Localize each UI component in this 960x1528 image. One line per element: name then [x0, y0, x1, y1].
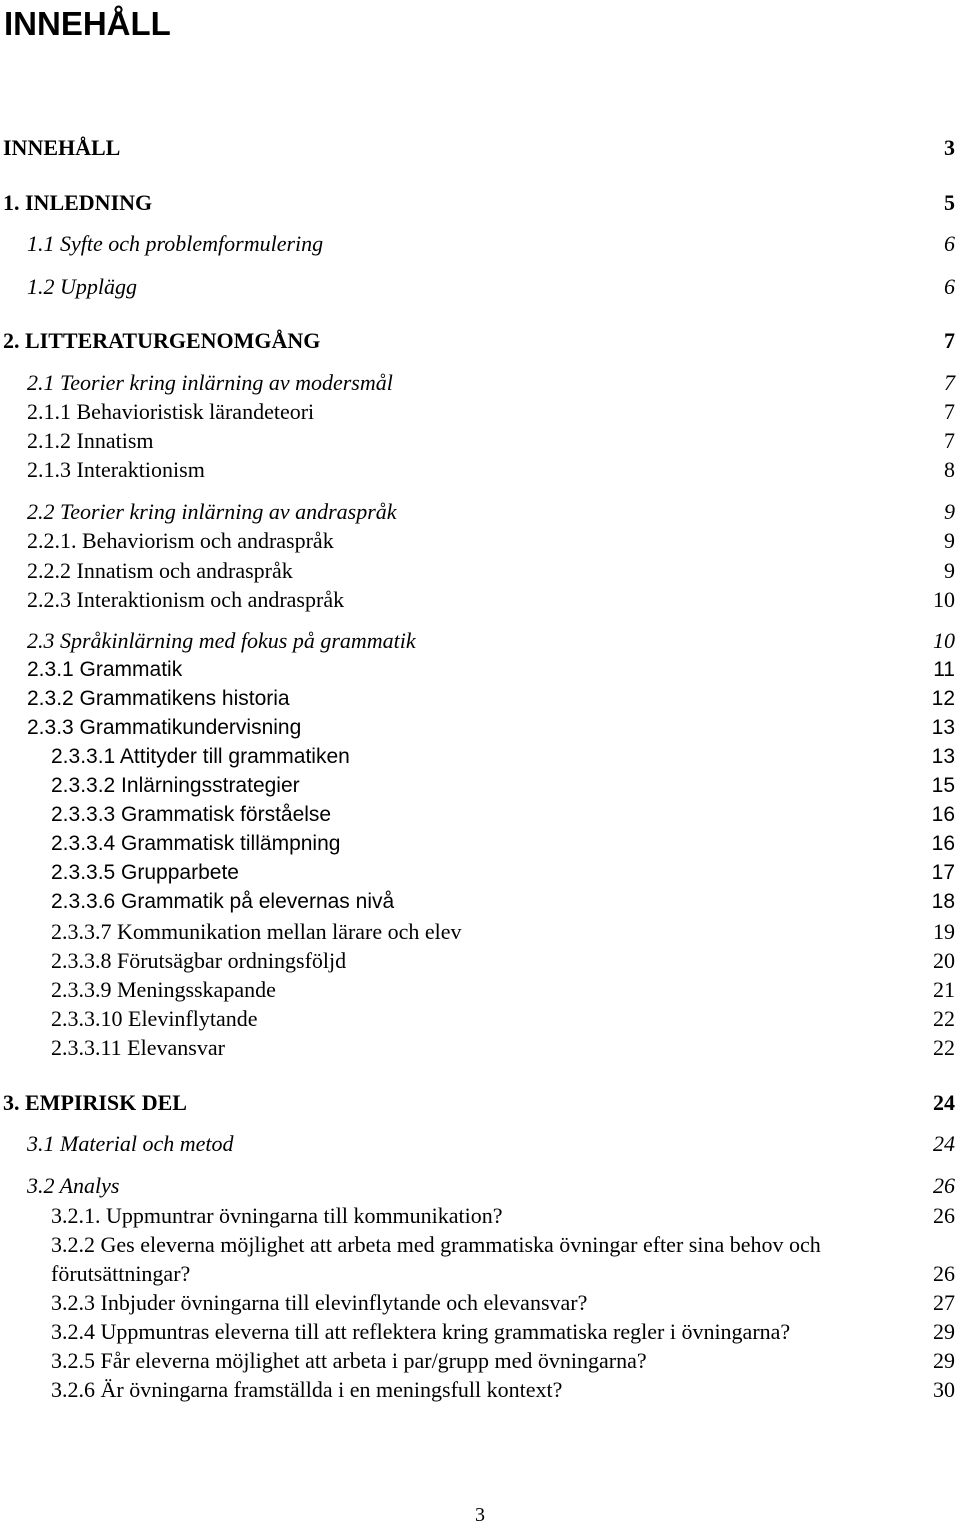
toc-entry-page: 12 [931, 687, 955, 710]
toc-entry-page: 24 [933, 1131, 955, 1156]
toc-entry[interactable] [0, 713, 960, 743]
toc-entry-page: 13 [931, 716, 955, 739]
toc-entry-page: 26 [933, 1173, 955, 1198]
toc-entry-title: 2. LITTERATURGENOMGÅNG [3, 328, 321, 353]
toc-entry-page: 20 [933, 948, 955, 973]
toc-entry-title: 2.3.3.9 Meningsskapande [51, 977, 276, 1002]
toc-entry[interactable] [0, 1171, 960, 1201]
toc-entry[interactable] [0, 426, 960, 456]
toc-entry-title: 2.3.2 Grammatikens historia [27, 687, 290, 710]
toc-entry[interactable] [0, 556, 960, 586]
toc-entry[interactable] [0, 742, 960, 772]
toc-entry-page: 7 [944, 399, 955, 424]
toc-entry-page: 29 [933, 1348, 955, 1373]
toc-entry[interactable] [0, 1230, 960, 1260]
toc-entry-title: 1. INLEDNING [3, 190, 153, 215]
toc-entry-title: 2.3.3.3 Grammatisk förståelse [51, 803, 332, 826]
toc-entry-page: 6 [944, 231, 955, 256]
toc-entry[interactable] [0, 800, 960, 830]
toc-entry-title: 2.3.1 Grammatik [27, 658, 183, 681]
toc-entry-page: 16 [931, 803, 955, 826]
toc-entry-title: 2.3.3.10 Elevinflytande [51, 1006, 258, 1031]
toc-entry-title: 3.1 Material och metod [27, 1131, 234, 1156]
toc-entry-title: 2.1 Teorier kring inlärning av modersmål [27, 370, 393, 395]
toc-entry[interactable] [0, 975, 960, 1005]
toc-entry-page: 19 [933, 919, 955, 944]
toc-entry-title: 1.1 Syfte och problemformulering [27, 231, 324, 256]
toc-entry[interactable] [0, 368, 960, 398]
toc-entry-title: 2.3.3.1 Attityder till grammatiken [51, 745, 350, 768]
toc-entry-title: 2.3.3 Grammatikundervisning [27, 716, 302, 739]
toc-entry[interactable] [0, 917, 960, 947]
toc-entry-title: 3. EMPIRISK DEL [3, 1090, 187, 1115]
toc-entry-page: 29 [933, 1319, 955, 1344]
toc-entry-title: 2.2 Teorier kring inlärning av andraspråk [27, 499, 397, 524]
toc-entry-title: 3.2.6 Är övningarna framställda i en meningsfull kontext? [51, 1377, 563, 1402]
toc-entry[interactable] [0, 1088, 960, 1118]
toc-entry-title: förutsättningar? [51, 1261, 191, 1286]
toc-entry-title: 2.2.3 Interaktionism och andraspråk [27, 587, 345, 612]
toc-entry[interactable] [0, 655, 960, 685]
toc-entry-page: 30 [933, 1377, 955, 1402]
toc-entry-page: 7 [944, 370, 955, 395]
toc-entry[interactable] [0, 1004, 960, 1034]
toc-entry[interactable] [0, 1129, 960, 1159]
toc-entry-page: 7 [944, 328, 955, 353]
toc-entry-page: 18 [931, 890, 955, 913]
toc-entry-page: 10 [933, 628, 955, 653]
toc-entry-page: 26 [933, 1261, 955, 1286]
toc-entry-title: 1.2 Upplägg [27, 274, 137, 299]
toc-entry-title: 2.3.3.11 Elevansvar [51, 1035, 225, 1060]
toc-entry-title: 3.2 Analys [27, 1173, 120, 1198]
toc-entry-page: 17 [931, 861, 955, 884]
toc-entry-page: 13 [931, 745, 955, 768]
toc-entry-title: 2.1.1 Behavioristisk lärandeteori [27, 399, 315, 424]
toc-entry-page: 9 [944, 558, 955, 583]
toc-entry[interactable] [0, 1033, 960, 1063]
toc-entry-title: 2.1.3 Interaktionism [27, 457, 205, 482]
toc-entry-title: 2.3.3.7 Kommunikation mellan lärare och elev [51, 919, 462, 944]
toc-entry-page: 16 [931, 832, 955, 855]
toc-entry-title: 2.3.3.2 Inlärningsstrategier [51, 774, 300, 797]
toc-entry-page: 22 [933, 1035, 955, 1060]
toc-entry-title: 2.3.3.4 Grammatisk tillämpning [51, 832, 341, 855]
toc-entry[interactable] [0, 397, 960, 427]
toc-entry-page: 11 [933, 658, 955, 681]
toc-entry-page: 3 [944, 135, 955, 160]
toc-entry-page: 21 [933, 977, 955, 1002]
toc-entry[interactable] [0, 133, 960, 163]
toc-entry-title: 3.2.5 Får eleverna möjlighet att arbeta i par/grupp med övningarna? [51, 1348, 647, 1373]
toc-entry[interactable] [0, 1288, 960, 1318]
toc-entry-title: 2.3 Språkinlärning med fokus på grammatik [27, 628, 416, 653]
toc-entry[interactable] [0, 1375, 960, 1405]
toc-entry-page: 22 [933, 1006, 955, 1031]
toc-entry-page: 6 [944, 274, 955, 299]
toc-entry[interactable] [0, 626, 960, 656]
toc-entry[interactable] [0, 1346, 960, 1376]
toc-entry[interactable] [0, 684, 960, 714]
toc-entry-title: 2.3.3.8 Förutsägbar ordningsföljd [51, 948, 347, 973]
toc-entry-title: 3.2.1. Uppmuntrar övningarna till kommunikation? [51, 1203, 503, 1228]
page-title: INNEHÅLL [4, 5, 171, 42]
toc-entry[interactable] [0, 526, 960, 556]
toc-entry-page: 5 [944, 190, 955, 215]
toc-entry[interactable] [0, 946, 960, 976]
toc-entry[interactable] [0, 229, 960, 259]
toc-entry-title: 2.2.1. Behaviorism och andraspråk [27, 528, 334, 553]
toc-entry-page: 27 [933, 1290, 955, 1315]
toc-entry-title: 2.3.3.5 Grupparbete [51, 861, 239, 884]
toc-entry-title: 2.1.2 Innatism [27, 428, 154, 453]
toc-entry-page: 26 [933, 1203, 955, 1228]
toc-entry-page: 9 [944, 499, 955, 524]
toc-entry[interactable] [0, 585, 960, 615]
toc-entry-page: 8 [944, 457, 955, 482]
toc-entry[interactable] [0, 497, 960, 527]
toc-entry-title: 3.2.3 Inbjuder övningarna till elevinflytande och elevansvar? [51, 1290, 588, 1315]
toc-entry-title: 2.3.3.6 Grammatik på elevernas nivå [51, 890, 395, 913]
toc-entry-title: 3.2.4 Uppmuntras eleverna till att reflektera kring grammatiska regler i övningarna? [51, 1319, 791, 1344]
toc-entry[interactable] [0, 829, 960, 859]
toc-entry-page: 10 [933, 587, 955, 612]
toc-entry-title: 3.2.2 Ges eleverna möjlighet att arbeta med grammatiska övningar efter sina behov och [51, 1232, 821, 1257]
toc-entry-page: 24 [933, 1090, 955, 1115]
toc-entry[interactable] [0, 1201, 960, 1231]
toc-entry[interactable] [0, 188, 960, 218]
toc-entry[interactable] [0, 326, 960, 356]
toc-entry[interactable] [0, 455, 960, 485]
toc-entry[interactable] [0, 1317, 960, 1347]
toc-entry[interactable] [0, 858, 960, 888]
toc-entry[interactable] [0, 887, 960, 917]
toc-entry-title: 2.2.2 Innatism och andraspråk [27, 558, 293, 583]
toc-entry-page: 15 [931, 774, 955, 797]
toc-entry-page: 9 [944, 528, 955, 553]
toc-entry[interactable] [0, 771, 960, 801]
toc-entry[interactable] [0, 1259, 960, 1289]
toc-entry-page: 7 [944, 428, 955, 453]
toc-entry[interactable] [0, 272, 960, 302]
page-number: 3 [475, 1504, 485, 1526]
toc-entry-title: INNEHÅLL [3, 135, 121, 160]
